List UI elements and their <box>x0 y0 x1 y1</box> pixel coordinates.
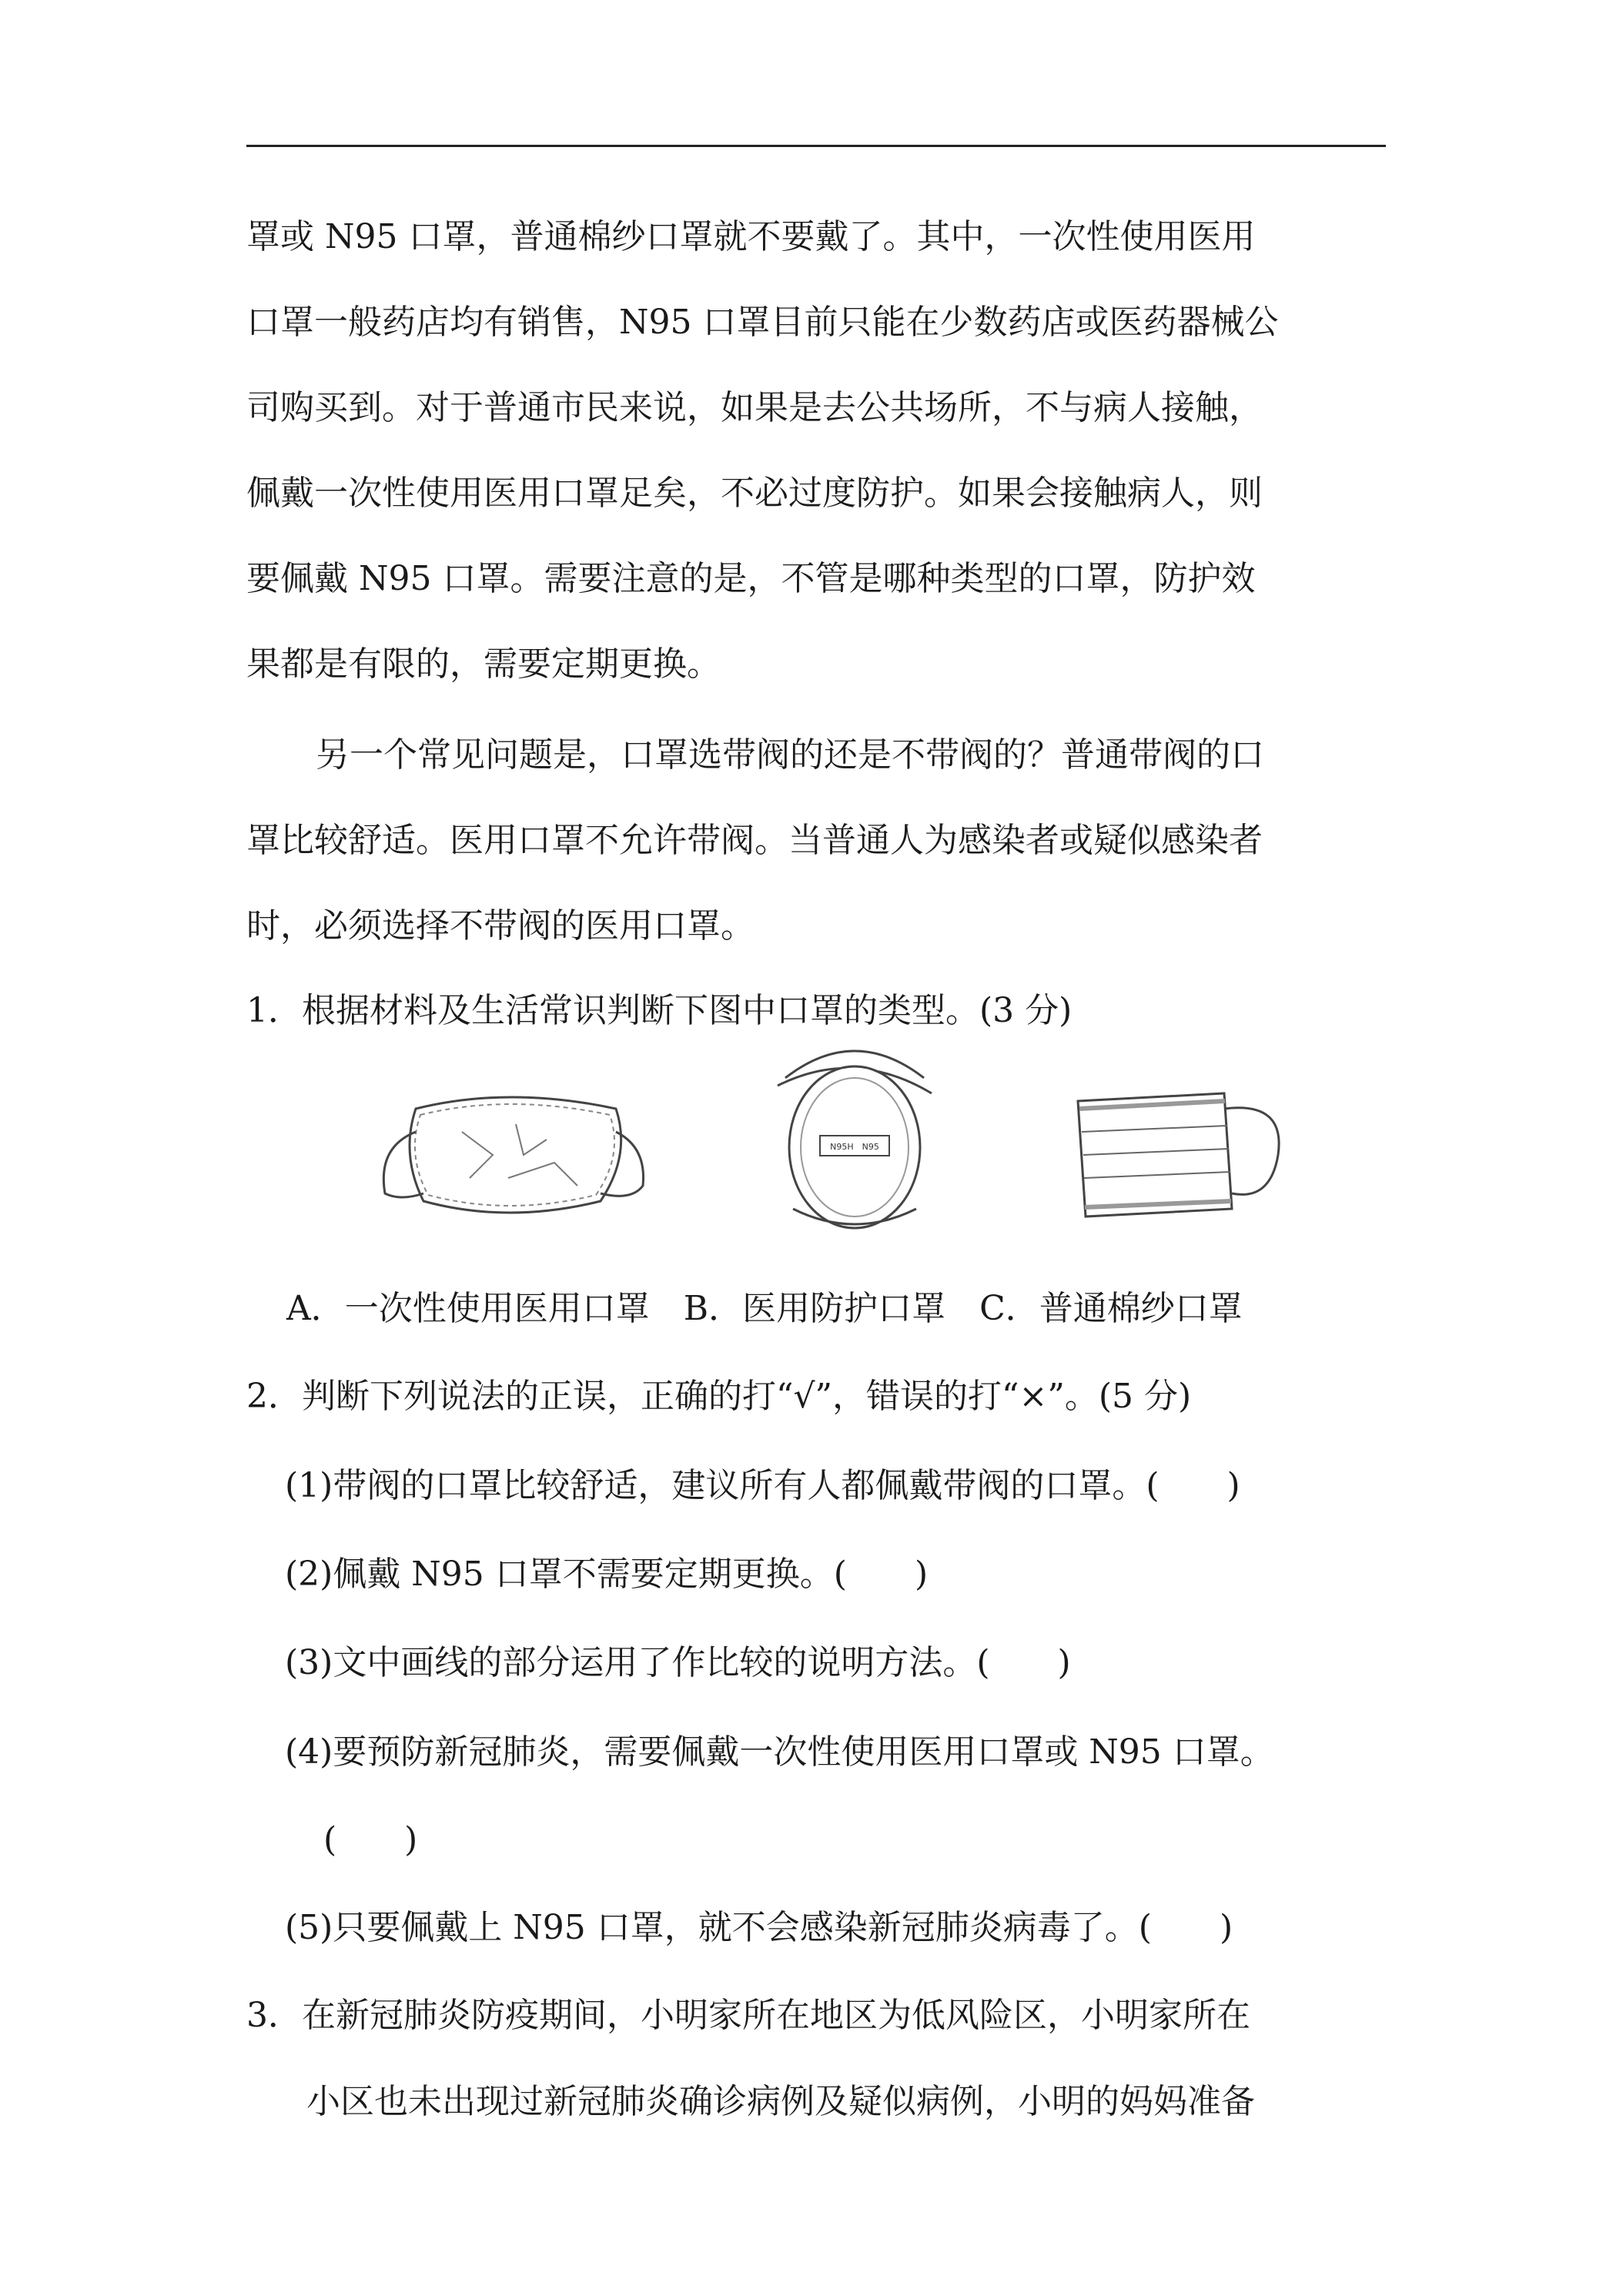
question-2-text: 2．判断下列说法的正误，正确的打“√”，错误的打“×”。(5 分) <box>246 1377 1192 1416</box>
question-2-item: (2)佩戴 N95 口罩不需要定期更换。( ) <box>285 1555 929 1594</box>
paragraph-line: 司购买到。对于普通市民来说，如果是去公共场所，不与病人接触， <box>246 388 1263 427</box>
n95-label: N95H N95 <box>830 1142 879 1152</box>
paragraph-line: 另一个常见问题是，口罩选带阀的还是不带阀的？普通带阀的口 <box>316 735 1264 775</box>
surgical-mask-image <box>1062 1078 1293 1232</box>
paragraph-line: 时，必须选择不带阀的医用口罩。 <box>246 906 755 946</box>
n95-mask-image <box>770 1032 939 1247</box>
question-2-item: (5)只要佩戴上 N95 口罩，就不会感染新冠肺炎病毒了。( ) <box>285 1908 1233 1947</box>
question-2-item: (3)文中画线的部分运用了作比较的说明方法。( ) <box>285 1643 1071 1682</box>
question-3-text: 小区也未出现过新冠肺炎确诊病例及疑似病例，小明的妈妈准备 <box>306 2082 1255 2121</box>
question-2-item: (4)要预防新冠肺炎，需要佩戴一次性使用医用口罩或 N95 口罩。 <box>285 1732 1274 1772</box>
paragraph-line: 果都是有限的，需要定期更换。 <box>246 644 721 684</box>
question-1-text: 1．根据材料及生活常识判断下图中口罩的类型。(3 分) <box>246 991 1073 1030</box>
paragraph-line: 罩或 N95 口罩，普通棉纱口罩就不要戴了。其中，一次性使用医用 <box>246 217 1256 256</box>
question-2-answer-blank: ( ) <box>323 1820 418 1859</box>
question-3-text: 3．在新冠肺炎防疫期间，小明家所在地区为低风险区，小明家所在 <box>246 1996 1250 2035</box>
question-1-options: A．一次性使用医用口罩 B．医用防护口罩 C．普通棉纱口罩 <box>286 1289 1243 1328</box>
paragraph-line: 口罩一般药店均有销售，N95 口罩目前只能在少数药店或医药器械公 <box>246 303 1279 342</box>
mask-figures <box>370 1032 1293 1263</box>
paragraph-line: 佩戴一次性使用医用口罩足矣，不必过度防护。如果会接触病人，则 <box>246 474 1263 513</box>
paragraph-line: 罩比较舒适。医用口罩不允许带阀。当普通人为感染者或疑似感染者 <box>246 821 1263 860</box>
question-2-item: (1)带阀的口罩比较舒适，建议所有人都佩戴带阀的口罩。( ) <box>285 1466 1240 1505</box>
cotton-mask-image <box>370 1078 654 1232</box>
paragraph-line: 要佩戴 N95 口罩。需要注意的是，不管是哪种类型的口罩，防护效 <box>246 559 1256 598</box>
header-rule <box>246 145 1386 147</box>
